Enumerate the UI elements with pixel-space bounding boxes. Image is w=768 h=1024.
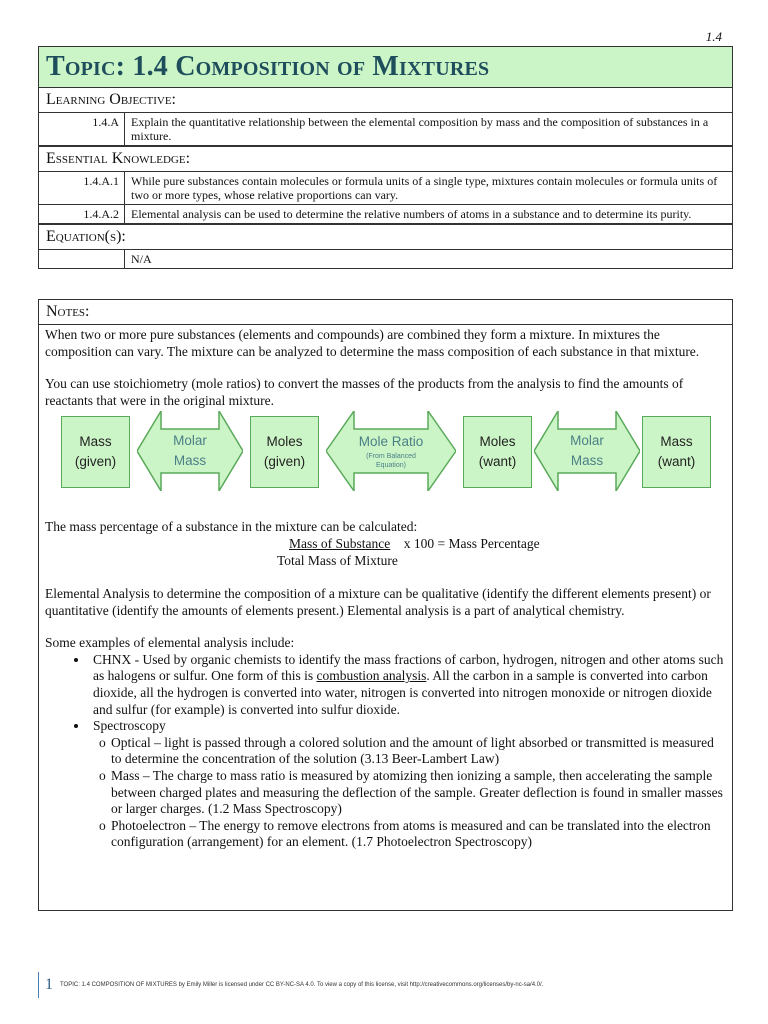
flow-box-line: (want): [657, 454, 696, 470]
flow-box-line: Moles: [266, 434, 303, 450]
learning-objective-row: [39, 113, 732, 146]
notes-paragraph: Elemental Analysis to determine the composition of a mixture can be qualitative (identify the different elements present) or quantitative (identify the amounts of elements present.) Elemental analysis is a part of analytical chemistry.: [45, 585, 711, 618]
flow-arrow-molar-mass: [534, 411, 640, 491]
formula-numerator: Mass of Substance: [289, 535, 391, 551]
examples-intro: Some examples of elemental analysis include:: [45, 635, 295, 651]
list-item: [89, 718, 726, 851]
knowledge-text: Elemental analysis can be used to determine the relative numbers of atoms in a substance and to determine its purity.: [131, 207, 692, 221]
flow-box-line: Mass: [79, 434, 112, 450]
flow-arrow-note: (From Balanced Equation): [366, 453, 416, 470]
essential-knowledge-row: [39, 205, 732, 224]
sub-bullet-marker: o: [99, 817, 106, 833]
list-item: [89, 652, 726, 718]
notes-body: [39, 325, 732, 853]
flow-box-moles-want: [463, 416, 532, 488]
conversion-flowchart: [45, 411, 726, 511]
knowledge-code: 1.4.A.1: [39, 172, 125, 204]
sub-list-item: [99, 735, 726, 768]
sub-item-text: Mass – The charge to mass ratio is measured by atomizing then ionizing a sample, then accelerating the sample between charged plates and measuring the deflection of the sample. Greater deflection is found in smaller masses or larger charges. (1.2 Mass Spectroscopy): [111, 767, 723, 817]
sub-list-item: [99, 818, 726, 851]
flow-arrow-line: Mass: [570, 453, 604, 469]
flow-arrow-mole-ratio: [326, 411, 456, 491]
topic-table: [38, 46, 733, 269]
topic-title: Topic: 1.4 Composition of Mixtures: [39, 47, 732, 88]
formula-numerator-line: [289, 536, 540, 553]
flow-arrow-molar-mass: [137, 411, 243, 491]
learning-objective-heading: Learning Objective:: [39, 88, 732, 113]
knowledge-text: While pure substances contain molecules or formula units of a single type, mixtures contain molecules or formula units of two or more types, whose relative proportions can vary.: [131, 174, 718, 202]
sub-bullet-marker: o: [99, 767, 106, 783]
formula-denominator: Total Mass of Mixture: [277, 552, 398, 568]
equation-row: [39, 250, 732, 268]
notes-paragraph: You can use stoichiometry (mole ratios) to convert the masses of the products from the analysis to find the amounts of reactants that were in the original mixture.: [45, 376, 684, 408]
flow-arrow-line: Mole Ratio: [358, 434, 424, 450]
mass-percentage-intro: The mass percentage of a substance in the mixture can be calculated:: [45, 519, 418, 535]
flow-arrow-line: Molar: [173, 433, 207, 449]
page-number: 1.4: [705, 29, 722, 44]
essential-knowledge-row: [39, 172, 732, 205]
chnx-text: CHNX - Used by organic chemists to identify the mass fractions of carbon, hydrogen, nitrogen and other atoms such as halogens or sulfur. One form of this is: [93, 651, 724, 684]
essential-knowledge-heading: Essential Knowledge:: [39, 146, 732, 172]
combustion-analysis-term: combustion analysis: [316, 668, 427, 684]
flow-arrow-line: Molar: [570, 433, 604, 449]
objective-text: Explain the quantitative relationship between the elemental composition by mass and the composition of substances in a mixture.: [131, 115, 709, 143]
flow-box-line: (given): [74, 454, 117, 470]
spectroscopy-sublist: [99, 735, 726, 851]
sub-item-text: Photoelectron – The energy to remove electrons from atoms is measured and can be translated into the electron configuration (arrangement) for an element. (1.7 Photoelectron Spectroscopy): [111, 817, 711, 850]
sub-item-text: Optical – light is passed through a colored solution and the amount of light absorbed or transmitted is measured to determine the concentration of the solution (3.13 Beer-Lambert Law): [111, 734, 714, 767]
flow-box-mass-want: [642, 416, 711, 488]
knowledge-code: 1.4.A.2: [39, 205, 125, 223]
objective-code: 1.4.A: [39, 113, 125, 145]
license-footer: [38, 972, 543, 998]
flow-box-line: Moles: [479, 434, 516, 450]
equation-code: [39, 250, 125, 268]
equations-heading: Equation(s):: [39, 224, 732, 250]
footer-page-number: 1: [45, 976, 53, 993]
flow-box-mass-given: [61, 416, 130, 488]
license-text: TOPIC: 1.4 COMPOSITION OF MIXTURES by Emily Miller is licensed under CC BY-NC-SA 4.0. To view a copy of this license, visit http://creativecommons.org/licenses/by-nc-sa/4.0/.: [60, 982, 544, 988]
sub-bullet-marker: o: [99, 734, 106, 750]
examples-list: [45, 652, 726, 851]
notes-heading: Notes:: [39, 300, 732, 325]
flow-arrow-line: Mass: [173, 453, 207, 469]
equation-text: N/A: [131, 252, 152, 266]
notes-paragraph: When two or more pure substances (elements and compounds) are combined they form a mixture. In mixtures the composition can vary. The mixture can be analyzed to determine the mass composition of each substance in that mixture.: [45, 327, 700, 359]
sub-list-item: [99, 768, 726, 818]
flow-box-line: Mass: [660, 434, 693, 450]
notes-section: [38, 299, 733, 911]
flow-box-moles-given: [250, 416, 319, 488]
flow-box-line: (want): [478, 454, 517, 470]
formula-rest: x 100 = Mass Percentage: [403, 535, 540, 551]
chnx-text-end: . All the carbon in a sample is converted into carbon dioxide, all the hydrogen is converted into water, nitrogen is converted into nitrogen monoxide or nitrogen dioxide and sulfur (for example) is converted into sulfur dioxide.: [93, 668, 712, 717]
spectroscopy-label: Spectroscopy: [93, 718, 166, 734]
flow-box-line: (given): [263, 454, 306, 470]
mass-percentage-formula: [45, 536, 726, 570]
